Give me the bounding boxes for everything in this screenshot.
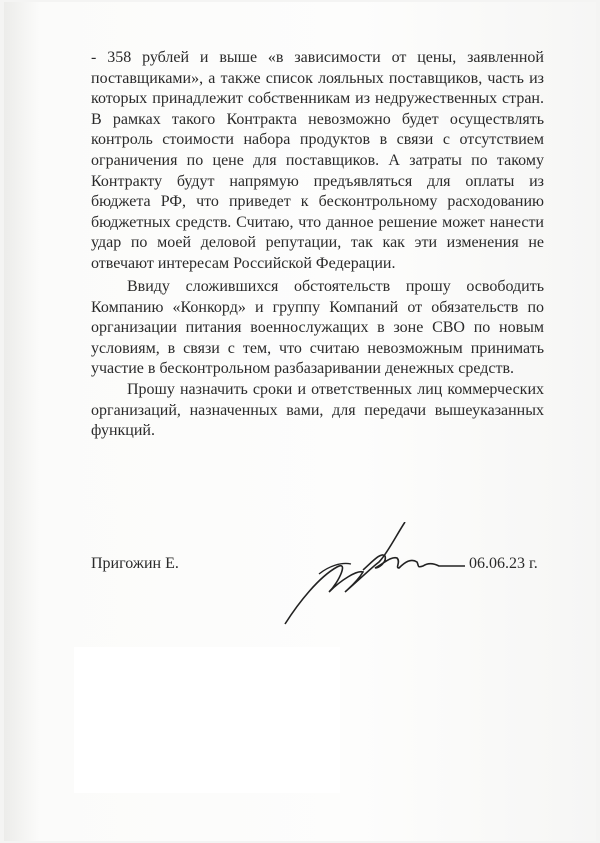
document-date: 06.06.23 г. — [469, 555, 538, 572]
text-line: удар по моей деловой репутации, так как эти изменения не — [91, 234, 544, 252]
text-line: функций. — [91, 422, 155, 440]
text-line: Прошу назначить сроки и ответственных лиц коммерческих — [127, 381, 544, 398]
text-line: которых принадлежит собственникам из недружественных стран. — [91, 90, 544, 108]
text-line: В рамках такого Контракта невозможно будет осуществлять — [91, 110, 544, 128]
text-line: Компанию «Конкорд» и группу Компаний от обязательств по — [91, 298, 544, 316]
redacted-block — [74, 647, 340, 793]
document-page — [4, 2, 596, 841]
text-line: организации питания военнослужащих в зоне СВО по новым — [91, 319, 544, 337]
handwritten-signature — [279, 522, 469, 632]
text-line: ограничения по цене для поставщиков. А затраты по такому — [91, 151, 544, 169]
text-line: бюджетных средств. Считаю, что данное решение может нанести — [91, 213, 544, 231]
text-line: организаций, назначенных вами, для передачи вышеуказанных — [91, 401, 544, 419]
text-line: Контракту будут напрямую предъявляться для оплаты из — [91, 172, 544, 190]
paragraph-release-request — [91, 277, 544, 380]
text-line: контроль стоимости набора продуктов в связи с отсутствием — [91, 131, 544, 149]
text-line: отвечают интересам Российской Федерации. — [91, 254, 396, 272]
text-line: поставщиками», а также список лояльных поставщиков, часть из — [91, 69, 544, 87]
signatory-name: Пригожин Е. — [91, 555, 179, 572]
paragraph-deadlines-request — [91, 380, 544, 442]
text-line: бюджета РФ, что приведет к бесконтрольному расходованию — [91, 193, 544, 211]
text-line: - 358 рублей и выше «в зависимости от цены, заявленной — [91, 49, 544, 66]
paragraph-contract-concerns — [91, 48, 544, 275]
text-line: участие в бесконтрольном разбазаривании денежных средств. — [91, 360, 514, 378]
text-line: Ввиду сложившихся обстоятельств прошу освободить — [127, 278, 544, 295]
text-line: условиям, в связи с тем, что считаю невозможным принимать — [91, 339, 544, 357]
